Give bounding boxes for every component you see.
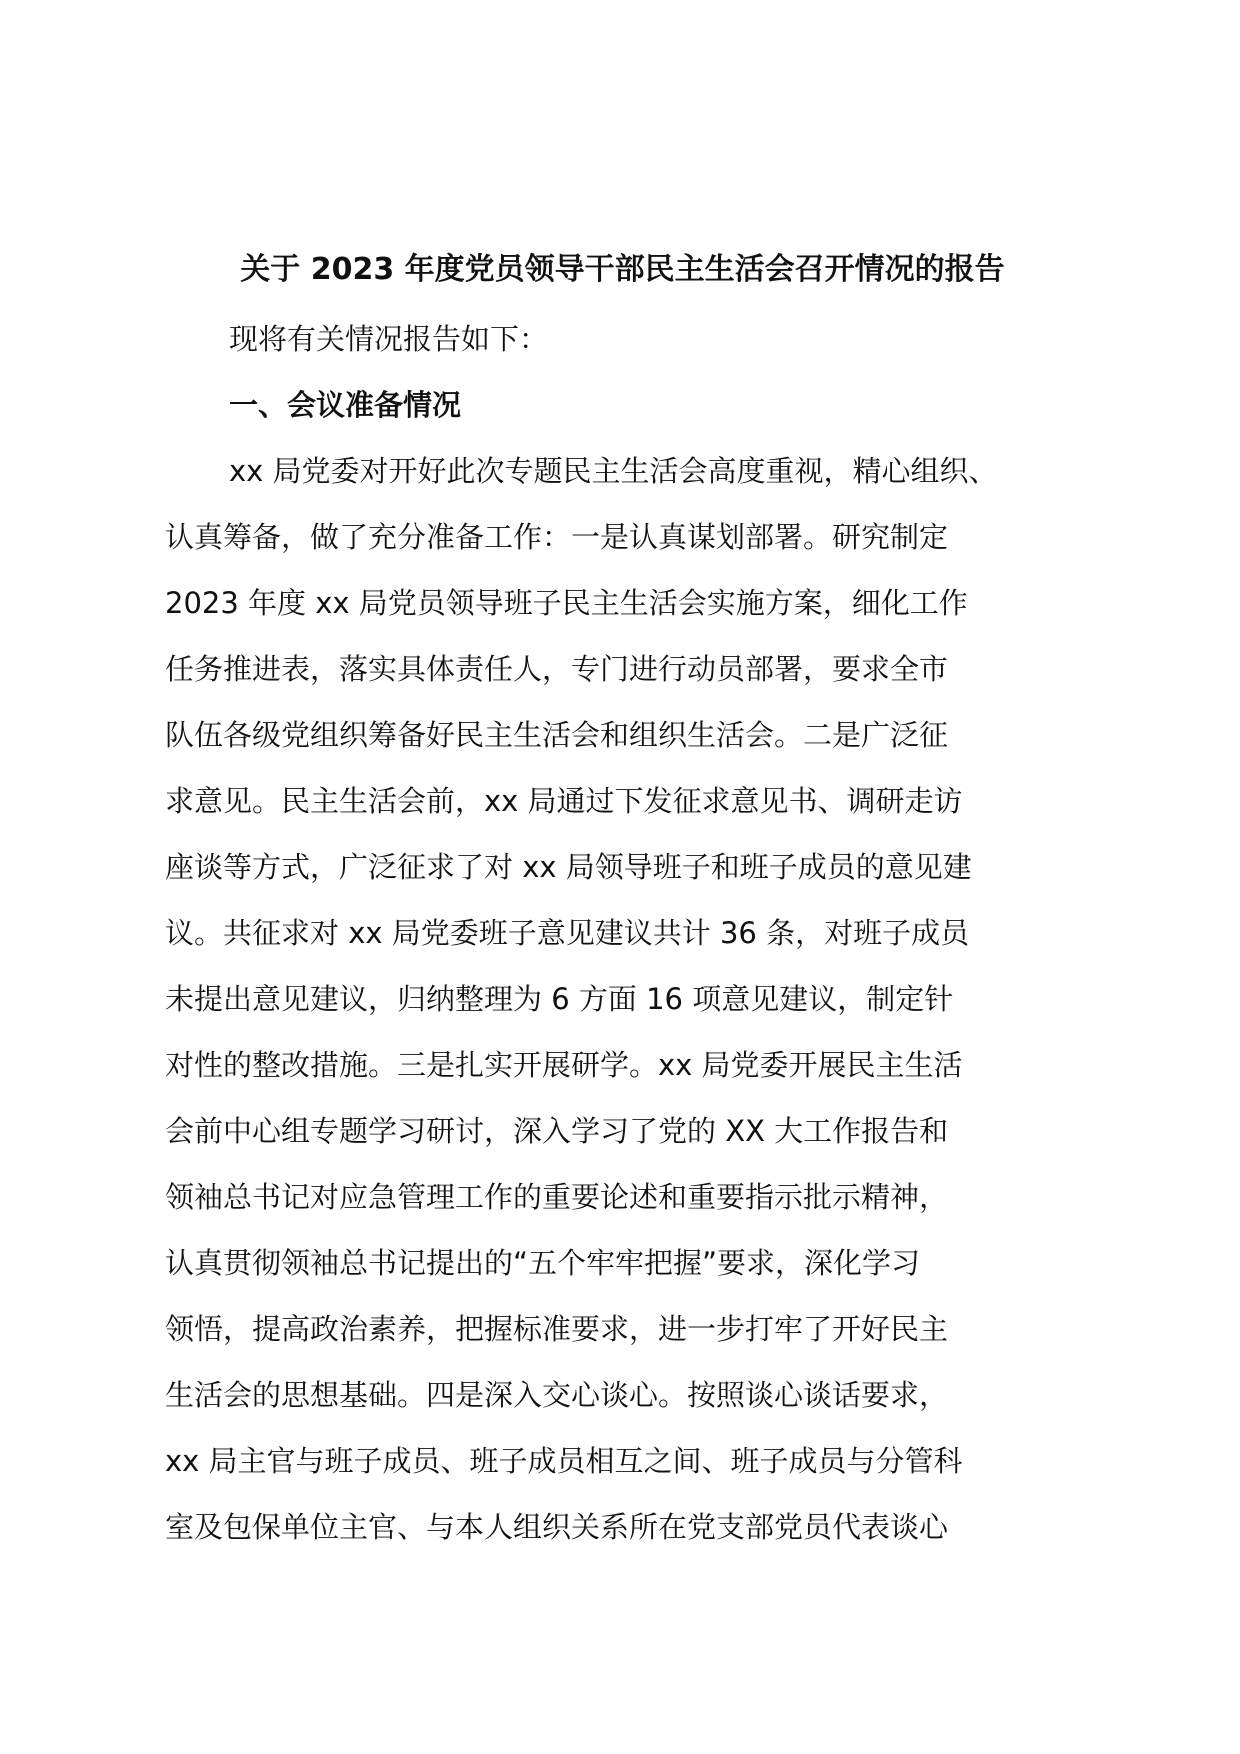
body-line: 领悟，提高政治素养，把握标准要求，进一步打牢了开好民主 <box>165 1312 949 1346</box>
body-line: 领袖总书记对应急管理工作的重要论述和重要指示批示精神， <box>165 1180 949 1214</box>
body-line: 认真筹备，做了充分准备工作：一是认真谋划部署。研究制定 <box>165 520 949 554</box>
body-line: 生活会的思想基础。四是深入交心谈心。按照谈心谈话要求， <box>165 1378 949 1412</box>
body-line: 求意见。民主生活会前，xx 局通过下发征求意见书、调研走访 <box>165 784 963 818</box>
body-line: 未提出意见建议，归纳整理为 6 方面 16 项意见建议，制定针 <box>165 982 954 1016</box>
body-line: 室及包保单位主官、与本人组织关系所在党支部党员代表谈心 <box>165 1510 949 1544</box>
body-line: xx 局党委对开好此次专题民主生活会高度重视，精心组织、 <box>229 454 998 488</box>
body-line: 2023 年度 xx 局党员领导班子民主生活会实施方案，细化工作 <box>165 586 968 620</box>
document-page <box>165 250 1080 1560</box>
body-line: 认真贯彻领袖总书记提出的“五个牢牢把握”要求，深化学习 <box>165 1246 921 1280</box>
document-title: 关于 2023 年度党员领导干部民主生活会召开情况的报告 <box>240 252 1005 287</box>
body-line: 对性的整改措施。三是扎实开展研学。xx 局党委开展民主生活 <box>165 1048 963 1082</box>
body-line: 会前中心组专题学习研讨，深入学习了党的 XX 大工作报告和 <box>165 1114 949 1148</box>
body-paragraph <box>165 438 1080 1560</box>
body-line: 座谈等方式，广泛征求了对 xx 局领导班子和班子成员的意见建 <box>165 850 972 884</box>
body-line: xx 局主官与班子成员、班子成员相互之间、班子成员与分管科 <box>165 1444 963 1478</box>
section-heading: 一、会议准备情况 <box>229 388 462 422</box>
intro-paragraph: 现将有关情况报告如下： <box>229 322 549 356</box>
body-line: 任务推进表，落实具体责任人，专门进行动员部署，要求全市 <box>165 652 949 686</box>
body-line: 队伍各级党组织筹备好民主生活会和组织生活会。二是广泛征 <box>165 718 949 752</box>
body-line: 议。共征求对 xx 局党委班子意见建议共计 36 条，对班子成员 <box>165 916 970 950</box>
